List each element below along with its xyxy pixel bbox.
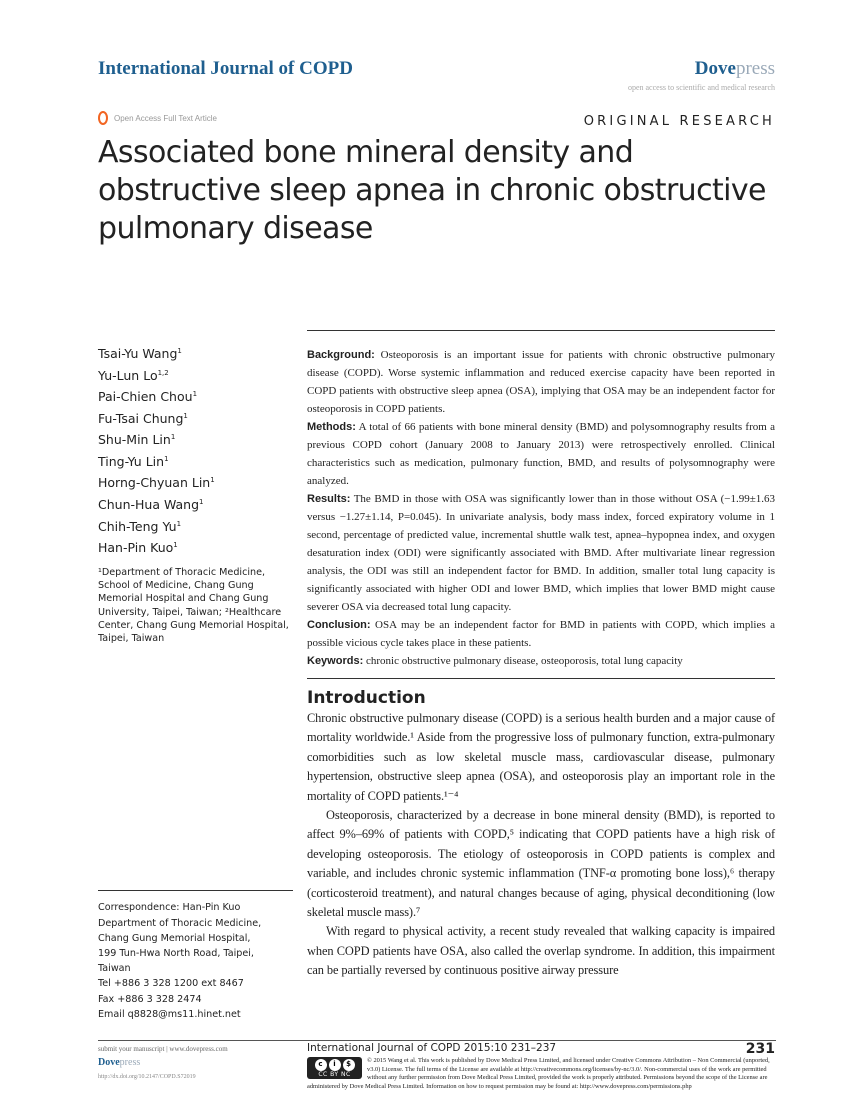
correspondence-line: Tel +886 3 328 1200 ext 8467: [98, 978, 244, 990]
paragraph: Osteoporosis, characterized by a decrease in bone mineral density (BMD), is reported to affect 9%–69% of patients with COPD,⁵ indicating that COPD patients have a high risk of developing osteoporosis. The etiology of osteoporosis in COPD patients is complex and variable, and includes chronic systemic inflammation (TNF-α promoting bone loss),⁶ therapy (corticosteroid treatment), and natural changes because of aging, physical deconditioning (low skeletal muscle mass).⁷: [307, 808, 775, 920]
open-access-label: [98, 111, 217, 125]
author: [98, 536, 293, 558]
right-column: [307, 330, 775, 1035]
author-name: Chun-Hua Wang: [98, 497, 200, 513]
abstract-text: OSA may be an independent factor for BMD in patients with COPD, which implies a possible vicious cycle takes place in these patients.: [307, 619, 775, 649]
author-name: Horng-Chyuan Lin: [98, 475, 211, 491]
author-affiliation: 1: [199, 497, 204, 506]
cc-label: CC BY NC: [318, 1070, 351, 1078]
correspondence-line: Department of Thoracic Medicine,: [98, 917, 262, 929]
divider: [307, 678, 775, 679]
author-affiliation: 1,2: [157, 368, 169, 377]
author-affiliation: 1: [164, 454, 169, 463]
author: [98, 407, 293, 429]
publisher-logo-a: Dove: [694, 58, 736, 79]
author-name: Shu-Min Lin: [98, 432, 171, 448]
abstract-section: [307, 346, 775, 418]
nc-icon: $: [343, 1059, 355, 1071]
correspondence-line: Correspondence: Han-Pin Kuo: [98, 902, 241, 914]
abstract-section: [307, 418, 775, 490]
author-name: Ting-Yu Lin: [98, 453, 165, 469]
abstract-section: [307, 652, 775, 670]
open-access-icon: [98, 111, 108, 125]
abstract-section: [307, 490, 775, 616]
author: [98, 450, 293, 472]
author-name: Han-Pin Kuo: [98, 540, 174, 556]
abstract-label: Methods:: [307, 421, 356, 433]
abstract: [307, 346, 775, 670]
abstract-section: [307, 616, 775, 652]
paragraph: Chronic obstructive pulmonary disease (COPD) is a serious health burden and a major cause of mortality worldwide.¹ Aside from the progressive loss of pulmonary function, extra-pulmonary comorbidities such as low skeletal muscle mass, cardiovascular disease, pulmonary hypertension, obstructive sleep apnea (OSA), and osteoporosis play an important role in the mortality of COPD patients.¹⁻⁴: [307, 711, 775, 803]
author: [98, 385, 293, 407]
footer-logo[interactable]: [98, 1057, 140, 1068]
correspondence-line: Taiwan: [98, 963, 131, 975]
author-affiliation: 1: [170, 433, 176, 442]
page-number: 231: [745, 1041, 775, 1057]
correspondence-line: Fax +886 3 328 2474: [98, 993, 202, 1005]
left-column: [98, 342, 293, 1022]
footer-logo-b: press: [119, 1057, 141, 1068]
author: [98, 364, 293, 386]
abstract-label: Conclusion:: [307, 619, 371, 631]
author: [98, 428, 293, 450]
footer-divider: [98, 1040, 776, 1041]
correspondence-line: Email q8828@ms11.hinet.net: [98, 1008, 241, 1020]
open-access-text: Open Access Full Text Article: [114, 113, 218, 123]
cc-license-badge[interactable]: [307, 1057, 362, 1079]
paragraph: With regard to physical activity, a recent study revealed that walking capacity is impaired when COPD patients have OSA, also called the overlap syndrome. In addition, this impairment can be partially reversed by continuous positive airway pressure: [307, 924, 775, 978]
author-name: Pai-Chien Chou: [98, 389, 193, 405]
cc-icons: [315, 1059, 355, 1071]
correspondence-line: 199 Tun-Hwa North Road, Taipei,: [98, 947, 254, 959]
author: [98, 493, 293, 515]
correspondence: [98, 900, 293, 1022]
abstract-label: Keywords:: [307, 655, 364, 667]
divider: [307, 330, 775, 331]
author-name: Chih-Teng Yu: [98, 518, 177, 534]
cc-icon: c: [315, 1059, 327, 1071]
license-text: permission from Dove Medical Press Limited, provided the work is properly attributed. Permissions beyond the scope of the License are administered by Dove Medical Press Limited. Information on how to request permission may be found at: http://www.dovepress.com/permissions.php: [307, 1074, 768, 1090]
journal-name: International Journal of COPD: [98, 58, 353, 79]
author-name: Fu-Tsai Chung: [98, 410, 184, 426]
license-text: © 2015 Wang et al. This work is published by Dove Medical Press Limited, and licensed under Creative Commons Attribution – Non Commercial (unported, v3.0) License. The full terms of the License are available at http://creativecommons.org/licenses/by-nc/3.0/. Non-commercial uses of the work are permitted without any further: [367, 1057, 770, 1082]
author-name: Yu-Lun Lo: [98, 367, 158, 383]
divider: [98, 890, 293, 891]
citation: International Journal of COPD 2015:10 231–237: [307, 1042, 557, 1054]
author-affiliation: 1: [177, 347, 182, 355]
author: [98, 471, 293, 493]
author-list: [98, 342, 293, 558]
affiliations: ¹Department of Thoracic Medicine, School of Medicine, Chang Gung Memorial Hospital and Chang Gung University, Taipei, Taiwan; ²Healthcare Center, Chang Gung Memorial Hospital, Taipei, Taiwan: [98, 566, 289, 645]
publisher-tagline: open access to scientific and medical research: [627, 83, 775, 92]
abstract-label: Results:: [307, 493, 351, 505]
introduction-body: [307, 709, 775, 981]
abstract-text: Osteoporosis is an important issue for patients with chronic obstructive pulmonary disease (COPD). Worse systemic inflammation and reduced exercise capacity have been reported in COPD patients with obstructive sleep apnea (OSA), implying that OSA may be an independent factor for osteoporosis in COPD patients.: [307, 349, 775, 415]
publisher-logo[interactable]: [695, 58, 775, 80]
correspondence-block: [98, 890, 293, 1022]
author-affiliation: 1: [173, 541, 178, 550]
abstract-label: Background:: [307, 349, 375, 361]
abstract-text: The BMD in those with OSA was significantly lower than in those without OSA (−1.99±1.63 versus −1.27±1.14, P=0.045). In univariate analysis, body mass index, forced expiratory volume in 1 second, percentage of predicted value, incremental shuttle walk test, apnea–hypopnea index, and oxygen desaturation index (ODI) were significantly associated with BMD. After multivariate linear regression analysis, the ODI was still an independent factor for BMD. In addition, smaller total lung capacity is significantly associated with higher ODI and lower BMD, which implies that lower BMD might cause severer OSA via decreased total lung capacity.: [307, 493, 775, 613]
author-name: Tsai-Yu Wang: [98, 346, 178, 362]
by-icon: i: [329, 1059, 341, 1071]
abstract-text: A total of 66 patients with bone mineral density (BMD) and polysomnography results from a previous COPD cohort (January 2008 to January 2013) were retrospectively enrolled. Clinical characteristics such as medication, pulmonary function, BMD, and results of polysomnography were analyzed.: [307, 421, 775, 487]
section-heading: Introduction: [307, 688, 426, 708]
publisher-logo-b: press: [735, 58, 775, 79]
article-type: ORIGINAL RESEARCH: [583, 114, 775, 129]
article-title: Associated bone mineral density and obstructive sleep apnea in chronic obstructive pulmonary disease: [98, 135, 766, 246]
license-block: [307, 1057, 776, 1091]
abstract-text: chronic obstructive pulmonary disease, osteoporosis, total lung capacity: [363, 655, 683, 667]
author: [98, 515, 293, 537]
author-affiliation: 1: [210, 476, 215, 485]
footer-logo-a: Dove: [98, 1057, 120, 1068]
author-affiliation: 1: [176, 519, 182, 528]
correspondence-line: Chang Gung Memorial Hospital,: [98, 932, 251, 944]
submit-link[interactable]: submit your manuscript | www.dovepress.com: [98, 1045, 228, 1053]
author-affiliation: 1: [183, 411, 188, 420]
doi-link[interactable]: http://dx.doi.org/10.2147/COPD.S72019: [98, 1074, 196, 1080]
author: [98, 342, 293, 364]
author-affiliation: 1: [192, 390, 198, 399]
